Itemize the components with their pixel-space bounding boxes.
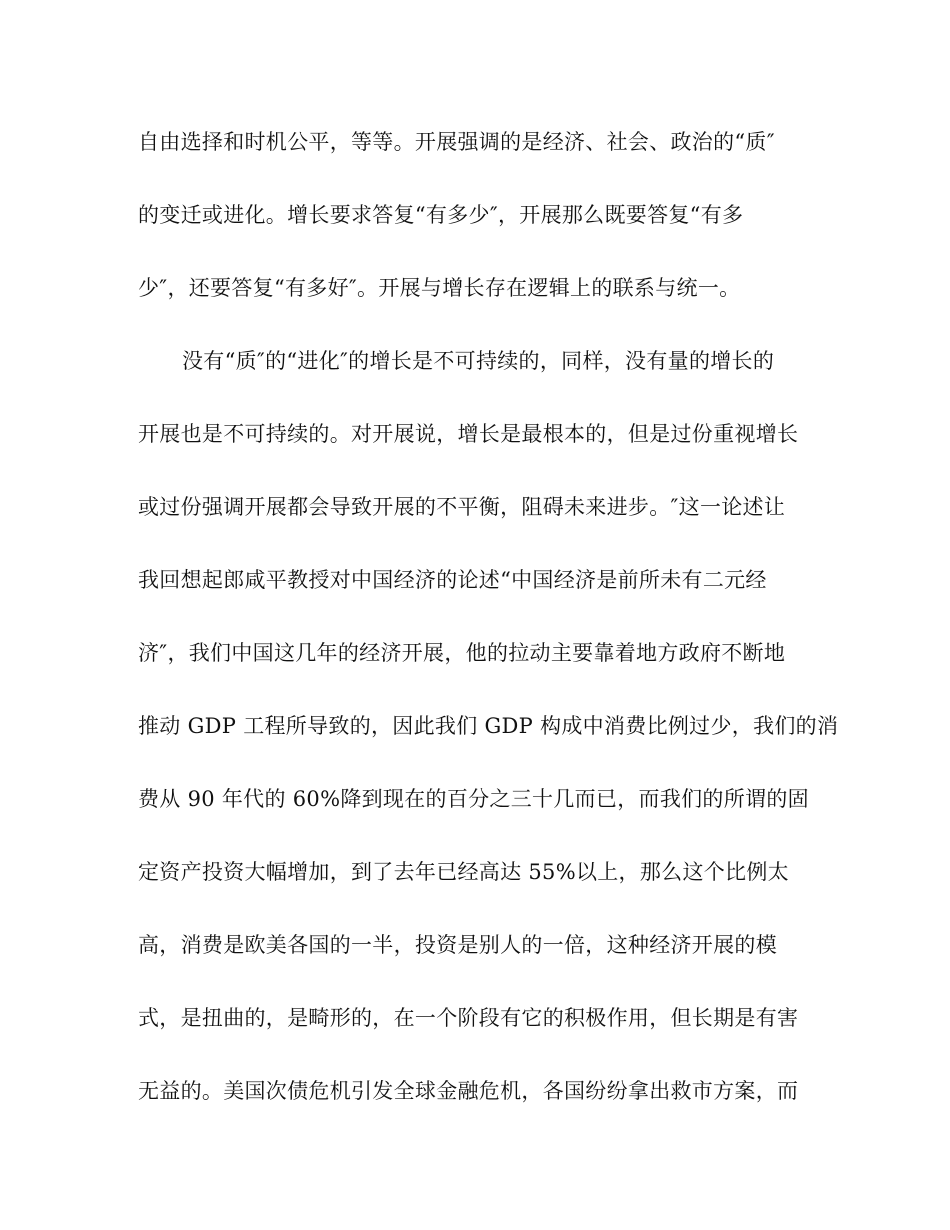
text-line: 式，是扭曲的，是畸形的，在一个阶段有它的积极作用，但长期是有害	[138, 1006, 799, 1030]
text-line: 济″，我们中国这几年的经济开展，他的拉动主要靠着地方政府不断地	[138, 641, 786, 665]
text-line: 我回想起郎咸平教授对中国经济的论述“中国经济是前所未有二元经	[138, 568, 767, 592]
text-line: 高，消费是欧美各国的一半，投资是别人的一倍，这种经济开展的模	[138, 933, 777, 957]
text-line: 无益的。美国次债危机引发全球金融危机，各国纷纷拿出救市方案，而	[138, 1079, 799, 1103]
text-line: 费从 90 年代的 60%降到现在的百分之三十几而已，而我们的所谓的固	[138, 787, 809, 811]
text-line: 开展也是不可持续的。对开展说，增长是最根本的，但是过份重视增长	[138, 422, 799, 446]
text-line: 推动 GDP 工程所导致的，因此我们 GDP 构成中消费比例过少，我们的消	[138, 714, 839, 738]
text-line: 少″，还要答复“有多好″。开展与增长存在逻辑上的联系与统一。	[138, 276, 741, 300]
text-line: 的变迁或进化。增长要求答复“有多少″，开展那么既要答复“有多	[138, 203, 744, 227]
text-line: 或过份强调开展都会导致开展的不平衡，阻碍未来进步。″这一论述让	[138, 495, 786, 519]
text-line: 定资产投资大幅增加，到了去年已经高达 55%以上，那么这个比例太	[138, 860, 789, 884]
paragraph-first-line: 没有“质″的“进化″的增长是不可持续的，同样，没有量的增长的	[182, 349, 775, 373]
text-line: 自由选择和时机公平，等等。开展强调的是经济、社会、政治的“质″	[138, 130, 775, 154]
